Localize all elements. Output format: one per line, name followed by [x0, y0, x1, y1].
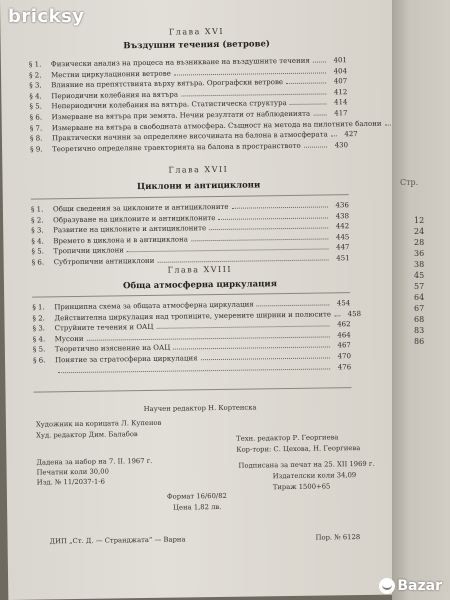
- format: Формат 16/60/82: [166, 491, 227, 501]
- toc-item: § 1. Физически анализ на процеса на възникване на въздушните течения 401: [28, 56, 347, 69]
- page-number: 28: [414, 238, 425, 247]
- page-number: 57: [414, 282, 425, 291]
- art-editor: Худ. редактор Дим. Балабов: [36, 430, 138, 440]
- chapter-18-title: Обща атмосферна циркулация: [122, 279, 278, 292]
- tech-editor: Техн. редактор Р. Георгиева: [236, 433, 339, 443]
- book-page-right: [392, 0, 450, 600]
- chat-bubble-icon: [379, 578, 395, 594]
- page-number: 38: [414, 260, 425, 269]
- sci-editor: Научен редактор Н. Кортенска: [143, 403, 257, 414]
- toc-item: § 7. Измерване на вятъра в свободната атмосфера. Същност на метода на пилотните балони: [30, 119, 348, 134]
- toc-item: § 4. Периодични колебания на вятъра 412: [29, 87, 348, 101]
- page-number: 64: [414, 293, 425, 302]
- publisher-sheets: Издателски коли 34,09: [272, 471, 357, 481]
- toc-item: § 1. Принципна схема за общата атмосферна циркулация 454: [32, 299, 351, 312]
- toc-item: § 6. Понятие за стратосферна циркулация 470: [32, 352, 352, 365]
- page-number: 12: [414, 216, 425, 225]
- edition-number: Изд. № 11/2037-1-6: [36, 477, 106, 487]
- toc-item: § 3. Влияние на препятствията върху вятъра. Орографски ветрове 407: [29, 77, 348, 90]
- page-number: 86: [414, 337, 425, 346]
- toc-item: § 1. Общи сведения за циклоните и антициклоните 436: [30, 201, 349, 214]
- toc-item: § 3. Струйните течения и ОАЦ 462: [32, 320, 351, 333]
- divider: [32, 292, 350, 297]
- chapter-16-title: Въздушни течения (ветрове): [123, 39, 270, 52]
- page-number: 67: [414, 304, 425, 313]
- toc-item: § 5. Теоретично изяснение на ОАЦ 467: [32, 341, 351, 354]
- chapter-17-toc: [31, 200, 350, 268]
- page-number: 24: [414, 227, 425, 236]
- brand-logo: bricksy: [8, 6, 85, 27]
- toc-item: § 6. Субтропични антициклони 451: [31, 254, 350, 267]
- order-number: Пор. № 6128: [315, 533, 361, 542]
- cover-artist: Художник на корицата Л. Купенов: [35, 418, 162, 429]
- page-number: 45: [414, 271, 425, 280]
- toc-item: § 3. Развитие на циклоните и антициклоните 442: [31, 222, 350, 235]
- page-number: 83: [414, 326, 425, 335]
- submitted-date: Дадена за набор на 7. II. 1967 г.: [36, 456, 153, 467]
- print-run: Тираж 1500+65: [272, 482, 331, 492]
- toc-item: § 9. Теоретично определяне траекторията на балона в пространството 430: [30, 140, 349, 154]
- toc-item: § 4. Мусони 464: [32, 330, 351, 344]
- chapter-17-title: Циклони и антициклони: [136, 180, 261, 193]
- proofreaders: Кор-тори: С. Цехова, Н. Георгиева: [236, 444, 361, 454]
- toc-item: § 5. Тропични циклони 447: [31, 243, 350, 256]
- page-number: 68: [414, 315, 425, 324]
- chapter-18-label: Глава XVIII: [167, 264, 233, 275]
- toc-item: § 5. Непериодични колебания на вятъра. Статистическа структура 414: [29, 98, 348, 111]
- divider: [31, 194, 349, 199]
- watermark-text: Bazar: [397, 578, 442, 594]
- right-page-numbers: [414, 215, 424, 347]
- toc-item: § 2. Местни циркулационни ветрове 404: [28, 66, 348, 80]
- chapter-16-toc: [28, 55, 382, 155]
- page-number: 36: [414, 249, 425, 258]
- toc-item: § 4. Времето в циклона и в антициклона 445: [31, 232, 350, 246]
- chapter-16-label: Глава XVI: [168, 26, 225, 37]
- printer: ДИП „Ст. Д. — Странджата“ — Варна: [49, 535, 186, 546]
- chapter-17-label: Глава XVII: [168, 164, 229, 175]
- right-page-label: Стр.: [400, 178, 419, 187]
- chapter-18-toc: [32, 298, 362, 377]
- divider: [33, 387, 351, 392]
- toc-item: § 2. Образуване на циклоните и антициклоните 438: [31, 211, 350, 225]
- signed-date: Подписана за печат на 25. XII 1969 г.: [238, 459, 375, 470]
- toc-item: § 6. Измерване на вятъра при земята. Нечии резултати от наблюденията 417: [29, 109, 348, 122]
- watermark: [379, 578, 442, 594]
- toc-item: § 8. Практически начини за определяне височината на балона в атмосферата 427: [29, 130, 358, 143]
- price: Цена 1,82 лв.: [173, 502, 222, 512]
- toc-item: § 2. Действителна циркулация над тропиците, умерените ширини и полюсите 458: [32, 309, 362, 323]
- toc-item: 476: [33, 362, 351, 377]
- print-sheets: Печатни коли 30,00: [36, 467, 109, 477]
